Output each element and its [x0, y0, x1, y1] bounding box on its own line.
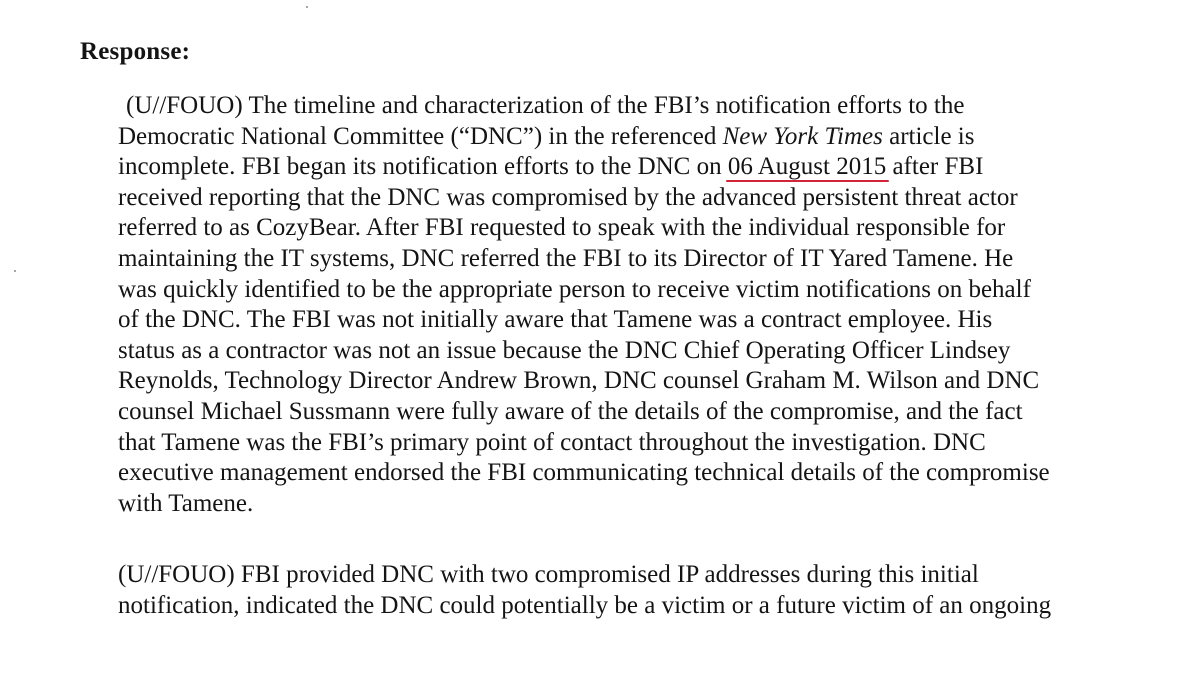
scan-speck — [14, 270, 16, 272]
text-line — [118, 152, 1050, 183]
scan-speck — [306, 6, 308, 8]
text-segment: after FBI — [886, 153, 984, 181]
paragraph-notification-timeline — [118, 91, 1050, 519]
text-line: with Tamene. — [118, 489, 254, 517]
underlined-date: 06 August 2015 — [727, 153, 887, 181]
publication-title: New York Times — [722, 122, 883, 150]
response-heading: Response: — [80, 38, 191, 65]
text-line: was quickly identified to be the appropriate person to receive victim notifications on behalf — [118, 275, 1031, 303]
text-line: received reporting that the DNC was compromised by the advanced persistent threat actor — [118, 183, 1018, 211]
text-segment: Democratic National Committee (“DNC”) in the referenced — [118, 122, 723, 150]
text-line — [118, 122, 1050, 153]
paragraph-ip-addresses — [118, 560, 1051, 621]
text-line: Reynolds, Technology Director Andrew Brown, DNC counsel Graham M. Wilson and DNC — [118, 367, 1040, 395]
text-line: that Tamene was the FBI’s primary point of contact throughout the investigation. DNC — [118, 428, 986, 456]
text-line: (U//FOUO) FBI provided DNC with two compromised IP addresses during this initial — [118, 561, 979, 588]
text-segment: article is — [889, 122, 975, 150]
text-line: status as a contractor was not an issue because the DNC Chief Operating Officer Lindsey — [118, 336, 1011, 364]
text-line: notification, indicated the DNC could potentially be a victim or a future victim of an ongoing — [118, 591, 1052, 619]
text-segment: incomplete. FBI began its notification efforts to the DNC on — [118, 153, 728, 181]
text-line: counsel Michael Sussmann were fully aware of the details of the compromise, and the fact — [118, 397, 1023, 425]
text-line: of the DNC. The FBI was not initially aware that Tamene was a contract employee. His — [118, 306, 993, 334]
text-line: maintaining the IT systems, DNC referred the FBI to its Director of IT Yared Tamene. He — [118, 244, 1014, 272]
text-line: referred to as CozyBear. After FBI requested to speak with the individual responsible for — [118, 214, 1006, 242]
text-line: executive management endorsed the FBI communicating technical details of the compromise — [118, 459, 1050, 487]
text-line: (U//FOUO) The timeline and characterization of the FBI’s notification efforts to the — [126, 92, 965, 119]
